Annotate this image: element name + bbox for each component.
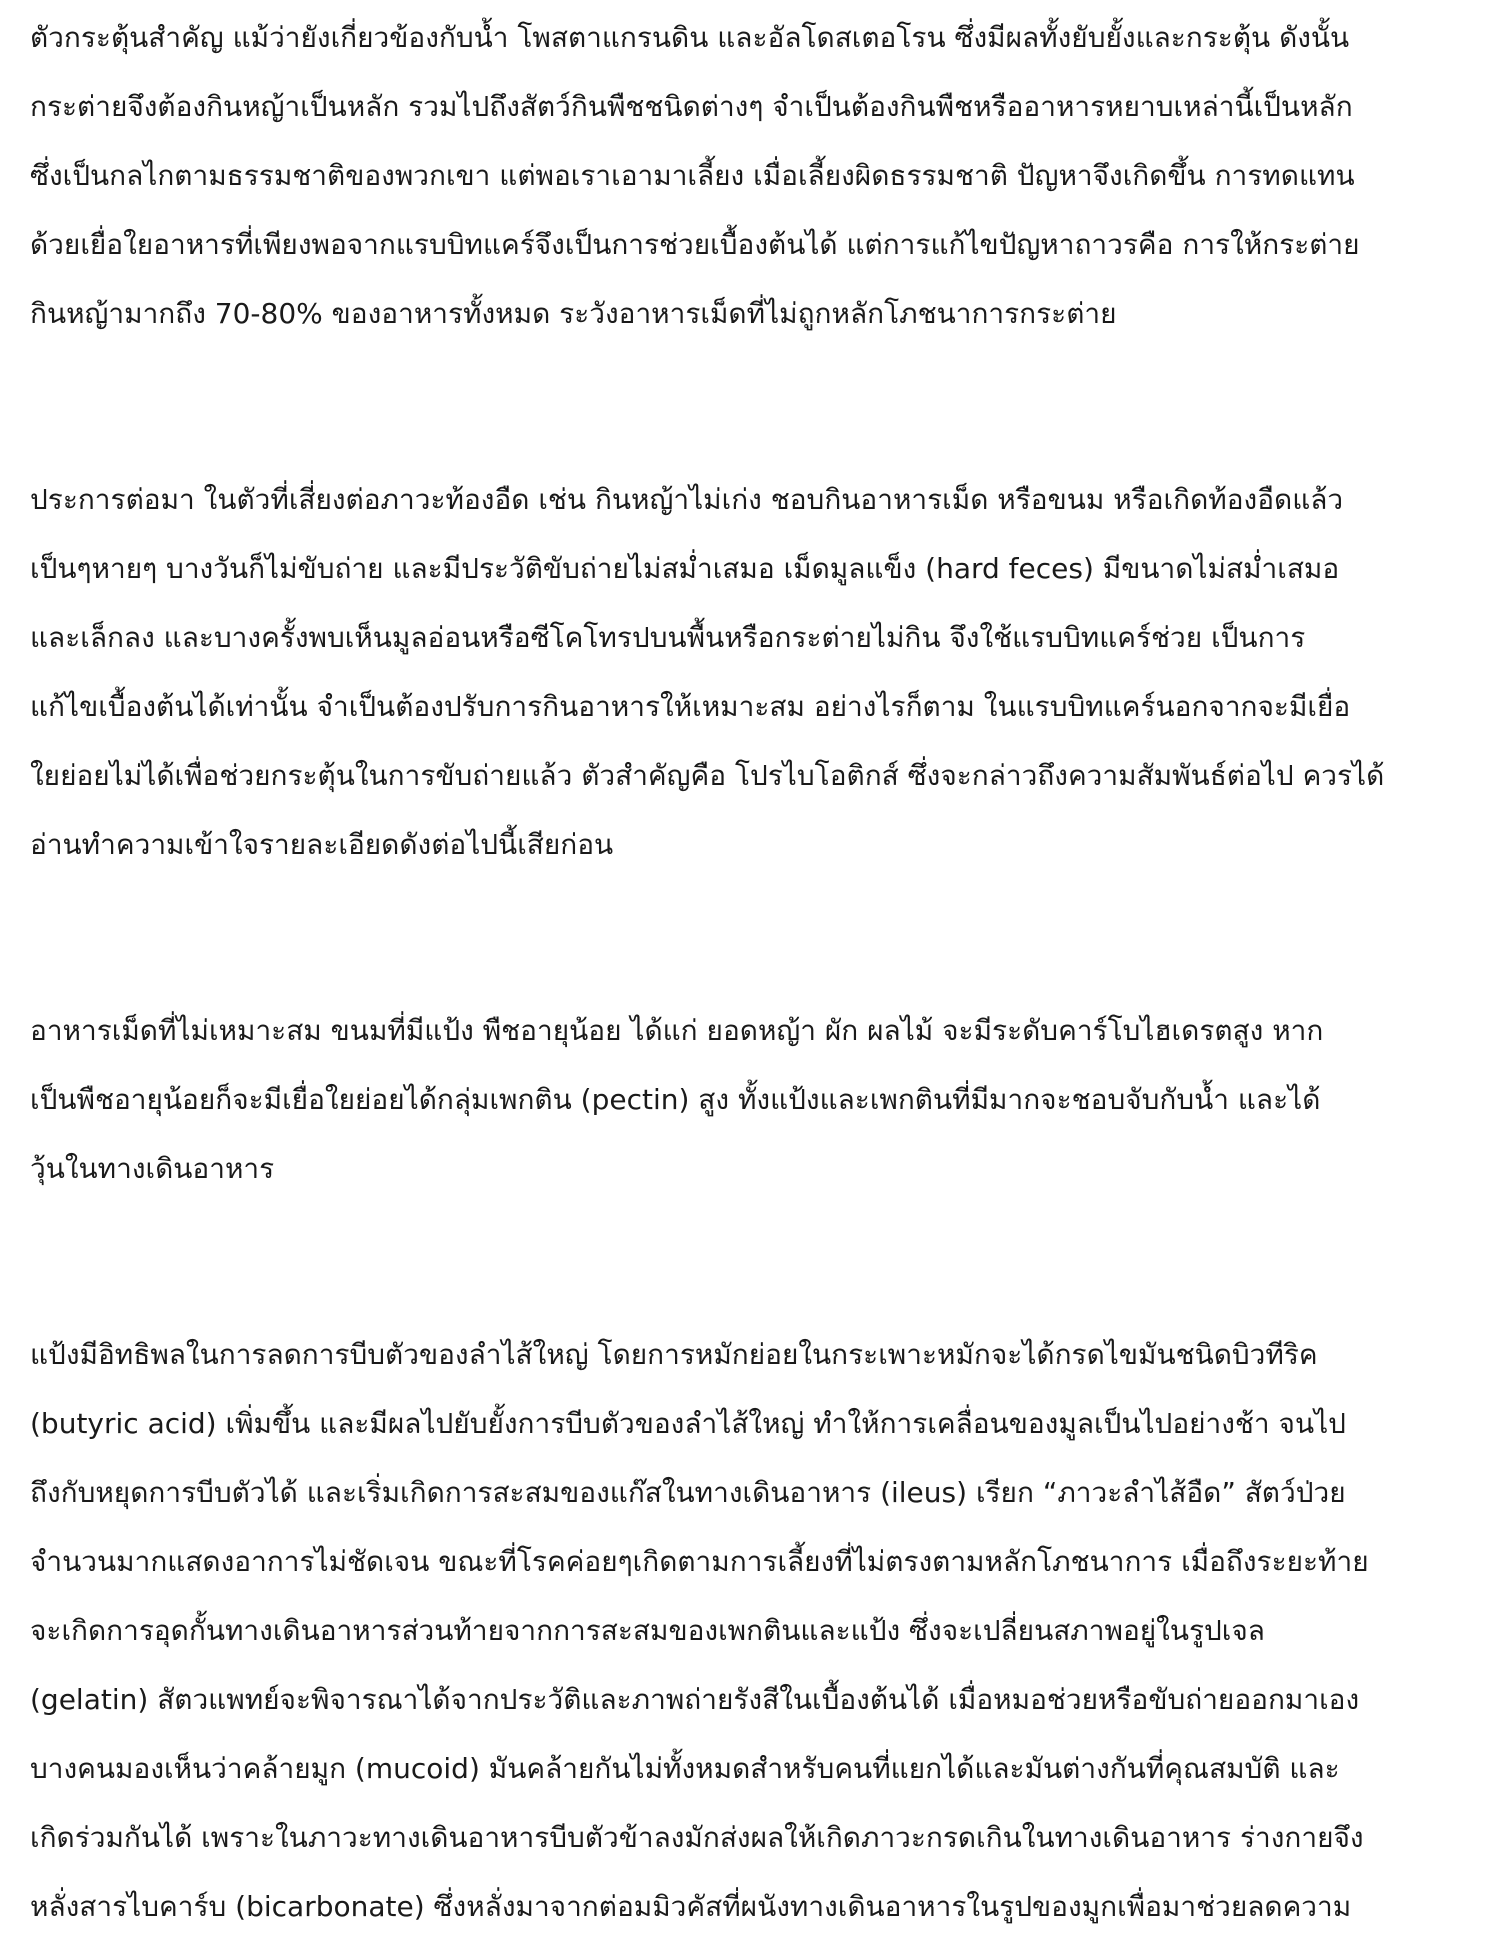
text-line: เป็นๆหายๆ บางวันก็ไม่ขับถ่าย และมีประวัติขับถ่ายไม่สม่ำเสมอ เม็ดมูลแข็ง (hard feces) มีขนาดไม่สม่ำเสมอ xyxy=(30,552,1340,585)
text-line: อาหารเม็ดที่ไม่เหมาะสม ขนมที่มีแป้ง พืชอายุน้อย ได้แก่ ยอดหญ้า ผัก ผลไม้ จะมีระดับคาร์โบไฮเดรตสูง หาก xyxy=(30,1014,1324,1047)
text-line: วุ้นในทางเดินอาหาร xyxy=(30,1152,275,1185)
paragraph-2 xyxy=(30,465,1470,879)
text-line: ถึงกับหยุดการบีบตัวได้ และเริ่มเกิดการสะสมของแก๊สในทางเดินอาหาร (ileus) เรียก “ภาวะลำไส้อืด” สัตว์ป่วย xyxy=(30,1476,1346,1509)
text-line: ด้วยเยื่อใยอาหารที่เพียงพอจากแรบบิทแคร์จึงเป็นการช่วยเบื้องต้นได้ แต่การแก้ไขปัญหาถาวรคือ การให้กระต่าย xyxy=(30,228,1360,261)
paragraph-3 xyxy=(30,996,1470,1203)
text-line: ตัวกระตุ้นสำคัญ แม้ว่ายังเกี่ยวข้องกับน้ำ โพสตาแกรนดิน และอัลโดสเตอโรน ซึ่งมีผลทั้งยับยั้งและกระตุ้น ดังนั้น xyxy=(30,21,1350,54)
paragraph-1 xyxy=(30,3,1470,348)
text-line: เป็นพืชอายุน้อยก็จะมีเยื่อใยย่อยได้กลุ่มเพกติน (pectin) สูง ทั้งแป้งและเพกตินที่มีมากจะชอบจับกับน้ำ และได้ xyxy=(30,1083,1321,1116)
text-line: เกิดร่วมกันได้ เพราะในภาวะทางเดินอาหารบีบตัวข้าลงมักส่งผลให้เกิดภาวะกรดเกินในทางเดินอาหาร ร่างกายจึง xyxy=(30,1821,1364,1854)
text-line: แก้ไขเบื้องต้นได้เท่านั้น จำเป็นต้องปรับการกินอาหารให้เหมาะสม อย่างไรก็ตาม ในแรบบิทแคร์นอกจากจะมีเยื่อ xyxy=(30,690,1351,723)
text-line: แป้งมีอิทธิพลในการลดการบีบตัวของลำไส้ใหญ่ โดยการหมักย่อยในกระเพาะหมักจะได้กรดไขมันชนิดบิวทีริค xyxy=(30,1338,1318,1371)
text-line: อ่านทำความเข้าใจรายละเอียดดังต่อไปนี้เสียก่อน xyxy=(30,828,614,861)
text-line: (butyric acid) เพิ่มขึ้น และมีผลไปยับยั้งการบีบตัวของลำไส้ใหญ่ ทำให้การเคลื่อนของมูลเป็นไปอย่างช้า จนไป xyxy=(30,1407,1346,1440)
text-line: จำนวนมากแสดงอาการไม่ชัดเจน ขณะที่โรคค่อยๆเกิดตามการเลี้ยงที่ไม่ตรงตามหลักโภชนาการ เมื่อถึงระยะท้าย xyxy=(30,1545,1369,1578)
paragraph-4 xyxy=(30,1320,1470,1941)
text-line: บางคนมองเห็นว่าคล้ายมูก (mucoid) มันคล้ายกันไม่ทั้งหมดสำหรับคนที่แยกได้และมันต่างกันที่คุณสมบัติ และ xyxy=(30,1752,1340,1785)
text-line: ประการต่อมา ในตัวที่เสี่ยงต่อภาวะท้องอืด เช่น กินหญ้าไม่เก่ง ชอบกินอาหารเม็ด หรือขนม หรือเกิดท้องอืดแล้ว xyxy=(30,483,1344,516)
text-line: และเล็กลง และบางครั้งพบเห็นมูลอ่อนหรือซีโคโทรปบนพื้นหรือกระต่ายไม่กิน จึงใช้แรบบิทแคร์ช่วย เป็นการ xyxy=(30,621,1306,654)
text-line: กินหญ้ามากถึง 70-80% ของอาหารทั้งหมด ระวังอาหารเม็ดที่ไม่ถูกหลักโภชนาการกระต่าย xyxy=(30,297,1117,330)
text-line: (gelatin) สัตวแพทย์จะพิจารณาได้จากประวัติและภาพถ่ายรังสีในเบื้องต้นได้ เมื่อหมอช่วยหรือขับถ่ายออกมาเอง xyxy=(30,1683,1360,1716)
text-line: ใยย่อยไม่ได้เพื่อช่วยกระตุ้นในการขับถ่ายแล้ว ตัวสำคัญคือ โปรไบโอติกส์ ซึ่งจะกล่าวถึงความสัมพันธ์ต่อไป ควรได้ xyxy=(30,759,1385,792)
text-line: จะเกิดการอุดกั้นทางเดินอาหารส่วนท้ายจากการสะสมของเพกตินและแป้ง ซึ่งจะเปลี่ยนสภาพอยู่ในรูปเจล xyxy=(30,1614,1265,1647)
text-line: หลั่งสารไบคาร์บ (bicarbonate) ซึ่งหลั่งมาจากต่อมมิวคัสที่ผนังทางเดินอาหารในรูปของมูกเพื่อมาช่วยลดความ xyxy=(30,1890,1352,1923)
text-line: กระต่ายจึงต้องกินหญ้าเป็นหลัก รวมไปถึงสัตว์กินพืชชนิดต่างๆ จำเป็นต้องกินพืชหรืออาหารหยาบเหล่านี้เป็นหลัก xyxy=(30,90,1353,123)
text-line: ซึ่งเป็นกลไกตามธรรมชาติของพวกเขา แต่พอเราเอามาเลี้ยง เมื่อเลี้ยงผิดธรรมชาติ ปัญหาจึงเกิดขึ้น การทดแทน xyxy=(30,159,1355,192)
